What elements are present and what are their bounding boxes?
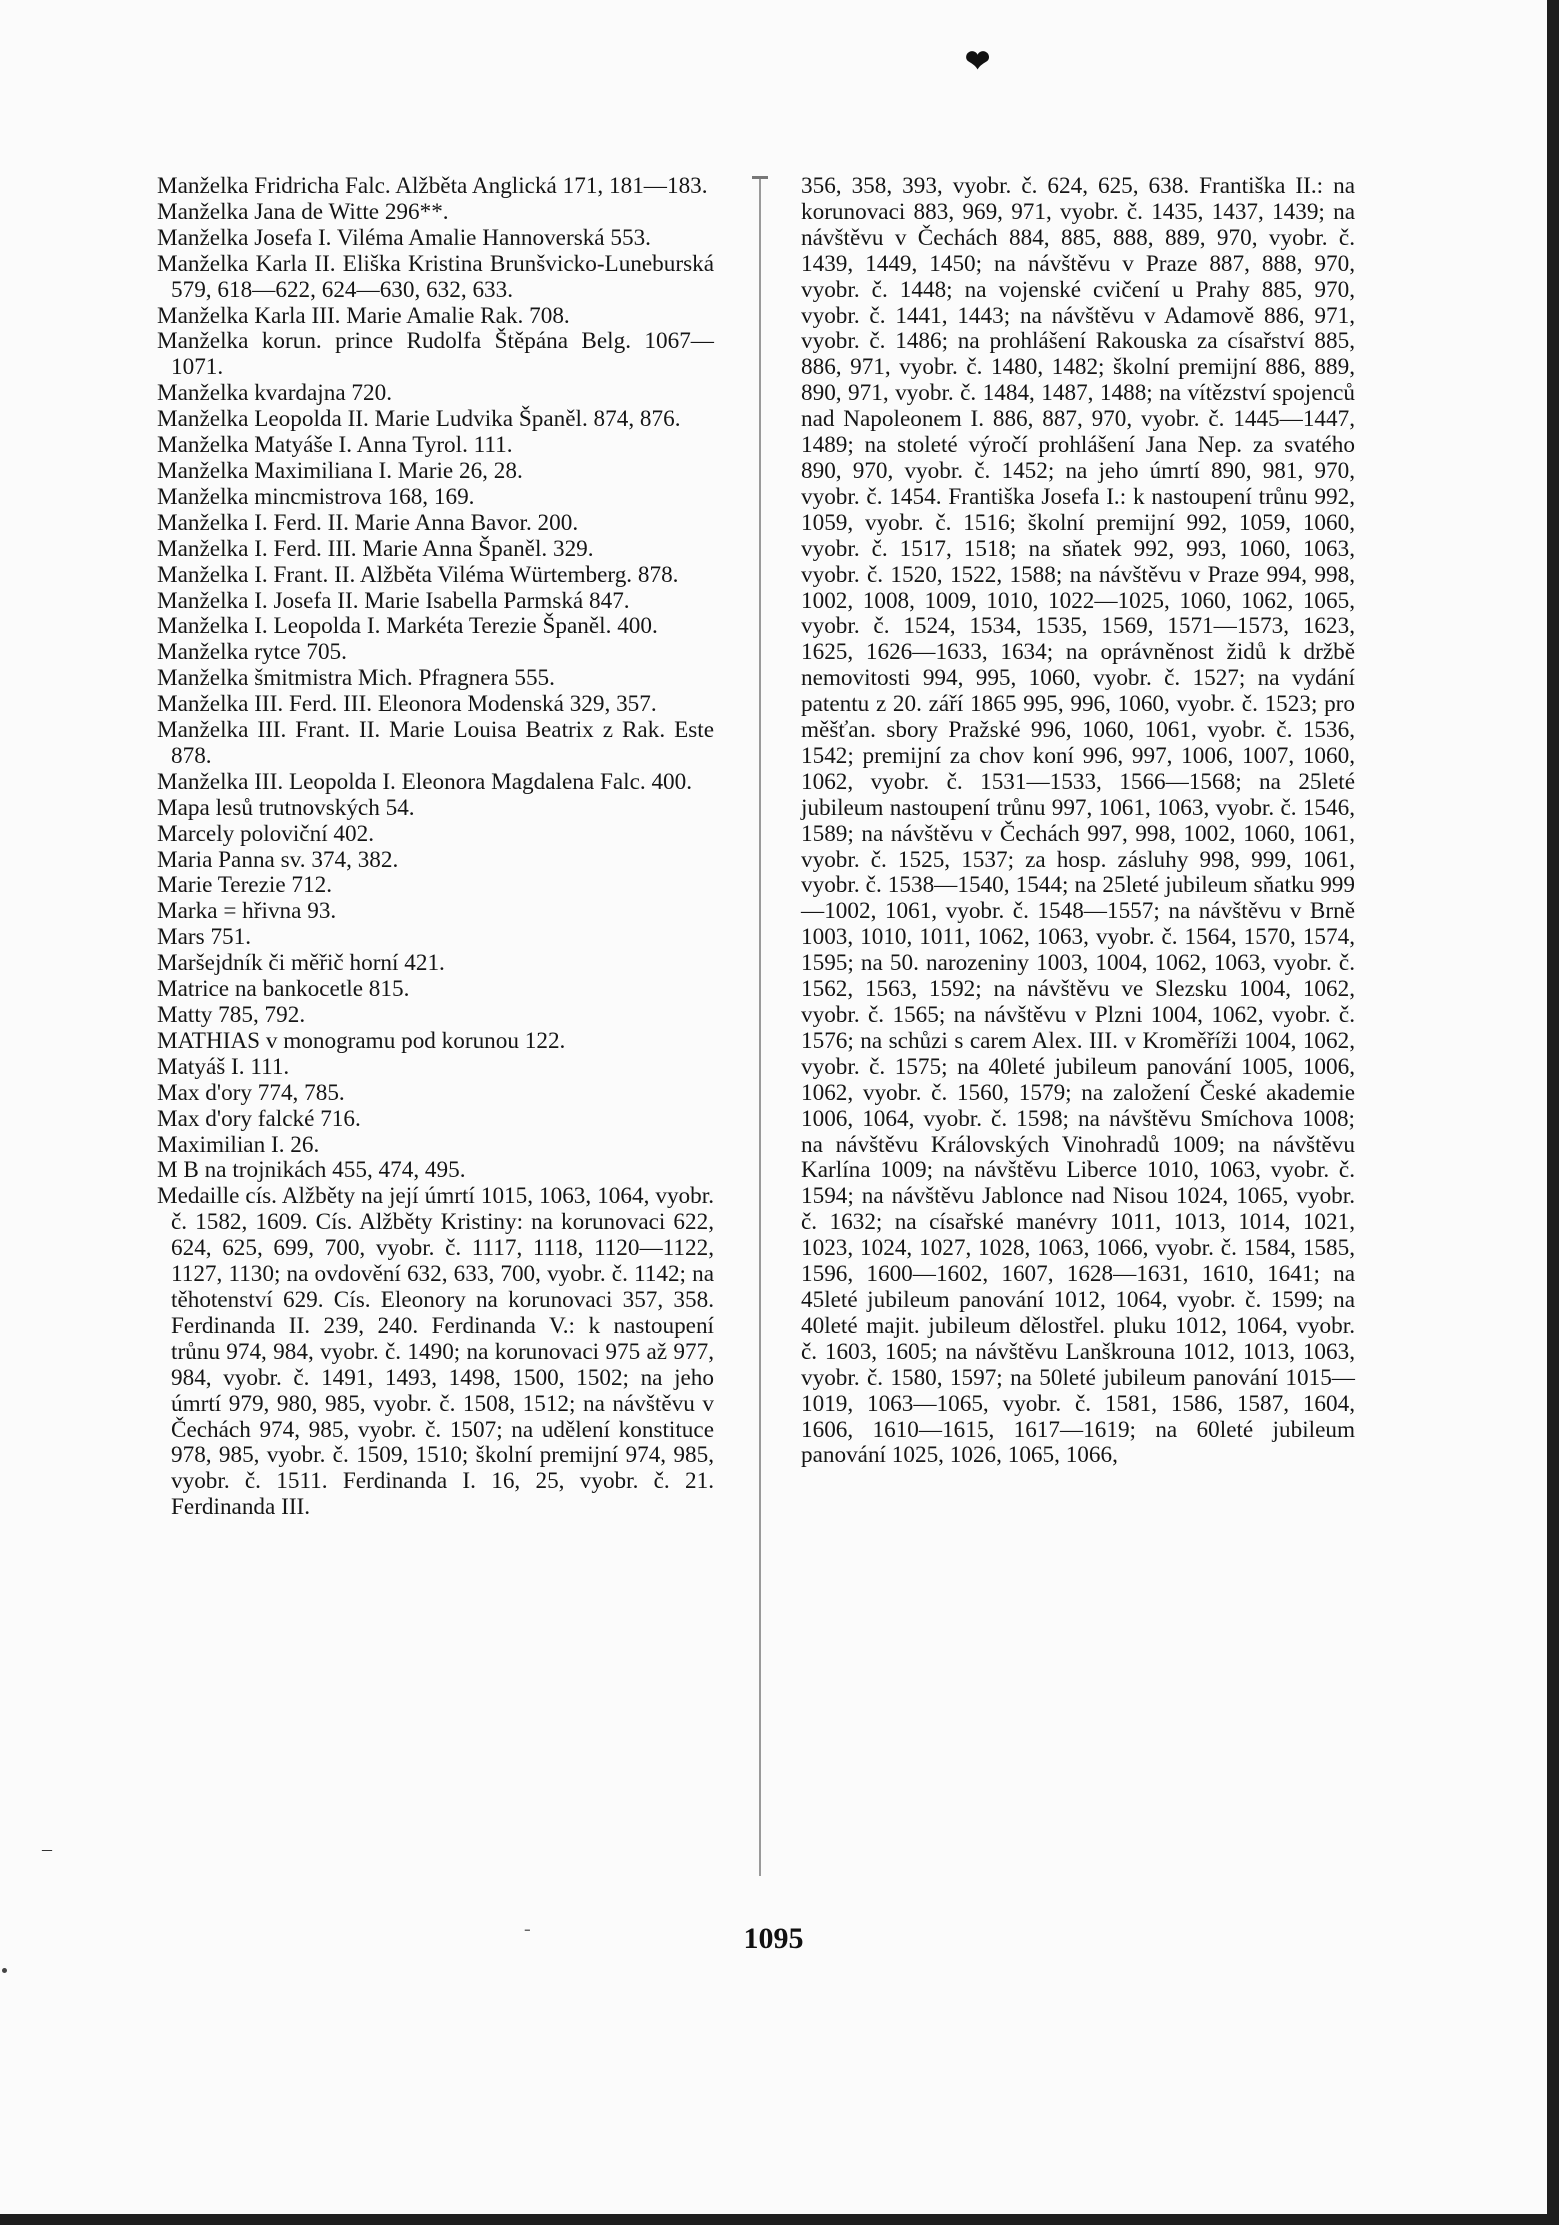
index-entry: Manželka III. Ferd. III. Eleonora Modenská 329, 357. bbox=[157, 691, 657, 718]
index-entry: MATHIAS v monogramu pod korunou 122. bbox=[157, 1027, 566, 1054]
index-entry: Marie Terezie 712. bbox=[157, 872, 332, 899]
index-entry: Matyáš I. 111. bbox=[157, 1053, 290, 1080]
index-entry: Mars 751. bbox=[157, 924, 252, 951]
index-entry: Manželka I. Leopolda I. Markéta Terezie Španěl. 400. bbox=[157, 613, 658, 640]
index-entry: Manželka Fridricha Falc. Alžběta Anglická 171, 181—183. bbox=[157, 173, 708, 199]
index-entry: Medaille cís. Alžběty na její úmrtí 1015, 1063, 1064, vyobr. č. 1582, 1609. Cís. Alžběty Kristiny: na korunovaci 622, 624, 625, 699, 700, vyobr. č. 1117, 1118, 1120—1122, 1127, 1130; na ovdovění 632, 633, 700, vyobr. č. 1142; na těhotenství 629. Cís. Eleonory na korunovaci 357, 358. Ferdinanda II. 239, 240. Ferdinanda V.: k nastoupení trůnu 974, 984, vyobr. č. 1490; na korunovaci 975 až 977, 984, vyobr. č. 1491, 1493, 1498, 1500, 1502; na jeho úmrtí 979, 980, 985, vyobr. č. 1508, 1512; na návštěvu v Čechách 974, 985, vyobr. č. 1507; na udělení konstituce 978, 985, vyobr. č. 1509, 1510; školní premijní 974, 985, vyobr. č. 1511. Ferdinanda I. 16, 25, vyobr. č. 21. Ferdinanda III. bbox=[157, 1183, 714, 1521]
index-entry: Manželka I. Ferd. III. Marie Anna Španěl. 329. bbox=[157, 535, 594, 562]
scan-dot bbox=[2, 1968, 7, 1973]
index-entry: Manželka Jana de Witte 296**. bbox=[157, 198, 449, 225]
index-entry-continuation: 356, 358, 393, vyobr. č. 624, 625, 638. Františka II.: na korunovaci 883, 969, 971, vyobr. č. 1435, 1437, 1439; na návštěvu v Čechách 884, 885, 888, 889, 970, vyobr. č. 1439, 1449, 1450; na návštěvu v Praze 887, 888, 970, vyobr. č. 1448; na vojenské cvičení u Prahy 885, 970, vyobr. č. 1441, 1443; na návštěvu v Adamově 886, 971, vyobr. č. 1486; na prohlášení Rakouska za císařství 885, 886, 971, vyobr. č. 1480, 1482; školní premijní 886, 889, 890, 971, vyobr. č. 1484, 1487, 1488; na vítězství spojenců nad Napoleonem I. 886, 887, 970, vyobr. č. 1445—1447, 1489; na stoleté výročí prohlášení Jana Nep. za svatého 890, 970, vyobr. č. 1452; na jeho úmrtí 890, 981, 970, vyobr. č. 1454. Františka Josefa I.: k nastoupení trůnu 992, 1059, vyobr. č. 1516; školní premijní 992, 1059, 1060, vyobr. č. 1517, 1518; na sňatek 992, 993, 1060, 1063, vyobr. č. 1520, 1522, 1588; na návštěvu v Praze 994, 998, 1002, 1008, 1009, 1010, 1022—1025, 1060, 1062, 1065, vyobr. č. 1524, 1534, 1535, 1569, 1571—1573, 1623, 1625, 1626—1633, 1634; na oprávněnost židů k držbě nemovitosti 994, 995, 1060, vyobr. č. 1527; na vydání patentu z 20. září 1865 995, 996, 1060, vyobr. č. 1523; pro měšťan. sbory Pražské 996, 1060, 1061, vyobr. č. 1536, 1542; premijní za chov koní 996, 997, 1006, 1007, 1060, 1062, vyobr. č. 1531—1533, 1566—1568; na 25leté jubileum nastoupení trůnu 997, 1061, 1063, vyobr. č. 1546, 1589; na návštěvu v Čechách 997, 998, 1002, 1060, 1061, vyobr. č. 1525, 1537; za hosp. zásluhy 998, 999, 1061, vyobr. č. 1538—1540, 1544; na 25leté jubileum sňatku 999—1002, 1061, vyobr. č. 1548—1557; na návštěvu v Brně 1003, 1010, 1011, 1062, 1063, vyobr. č. 1564, 1570, 1574, 1595; na 50. narozeniny 1003, 1004, 1062, 1063, vyobr. č. 1562, 1563, 1592; na návštěvu ve Slezsku 1004, 1062, vyobr. č. 1565; na návštěvu v Plzni 1004, 1062, vyobr. č. 1576; na schůzi s carem Alex. III. v Kroměříži 1004, 1062, vyobr. č. 1575; na 40leté jubileum panování 1005, 1006, 1062, vyobr. č. 1560, 1579; na založení České akademie 1006, 1064, vyobr. č. 1598; na návštěvu Smíchova 1008; na návštěvu Královských Vinohradů 1009; na návštěvu Karlína 1009; na návštěvu Liberce 1010, 1063, vyobr. č. 1594; na návštěvu Jablonce nad Nisou 1024, 1065, vyobr. č. 1632; na císařské manévry 1011, 1013, 1014, 1021, 1023, 1024, 1027, 1028, 1063, 1066, vyobr. č. 1584, 1585, 1596, 1600—1602, 1607, 1628—1631, 1610, 1641; na 45leté jubileum panování 1012, 1064, vyobr. č. 1599; na 40leté majit. jubileum dělostřel. pluku 1012, 1064, vyobr. č. 1603, 1605; na návštěvu Lanškrouna 1012, 1013, 1063, vyobr. č. 1580, 1597; na 50leté jubileum panování 1015—1019, 1063—1065, vyobr. č. 1581, 1586, 1587, 1604, 1606, 1610—1615, 1617—1619; na 60leté jubileum panování 1025, 1026, 1065, 1066, bbox=[801, 173, 1355, 1469]
footer-dash: - bbox=[524, 1918, 531, 1940]
index-entry: Manželka kvardajna 720. bbox=[157, 380, 392, 407]
index-entry: Maria Panna sv. 374, 382. bbox=[157, 846, 399, 873]
index-entry: Marka = hřivna 93. bbox=[157, 898, 337, 925]
index-entry: Manželka Maximiliana I. Marie 26, 28. bbox=[157, 457, 523, 484]
scan-edge-bottom bbox=[0, 2214, 1559, 2225]
column-divider bbox=[759, 176, 761, 1876]
index-entry: Manželka Matyáše I. Anna Tyrol. 111. bbox=[157, 432, 513, 459]
column-divider-cap bbox=[752, 176, 768, 179]
index-entry: Manželka mincmistrova 168, 169. bbox=[157, 483, 475, 510]
index-entry: Manželka III. Leopolda I. Eleonora Magdalena Falc. 400. bbox=[157, 768, 693, 795]
scan-edge-right bbox=[1547, 0, 1559, 2225]
margin-dash: – bbox=[42, 1838, 52, 1860]
index-entry: Max d'ory 774, 785. bbox=[157, 1079, 345, 1106]
right-column bbox=[801, 174, 1355, 1469]
index-entry: Manželka rytce 705. bbox=[157, 639, 347, 666]
index-entry: Matrice na bankocetle 815. bbox=[157, 976, 410, 1003]
index-entry: Manželka I. Josefa II. Marie Isabella Parmská 847. bbox=[157, 587, 630, 614]
index-entry: Mapa lesů trutnovských 54. bbox=[157, 794, 415, 821]
index-entry: Manželka Josefa I. Viléma Amalie Hannoverská 553. bbox=[157, 224, 651, 251]
index-entry: Max d'ory falcké 716. bbox=[157, 1105, 361, 1132]
index-entry: Matty 785, 792. bbox=[157, 1002, 306, 1028]
index-entry: Maximilian I. 26. bbox=[157, 1131, 320, 1158]
top-mark: ❤ bbox=[965, 45, 991, 78]
index-entry: Manželka I. Frant. II. Alžběta Viléma Würtemberg. 878. bbox=[157, 561, 679, 588]
page-number: 1095 bbox=[743, 1922, 804, 1955]
index-entry: Manželka Karla III. Marie Amalie Rak. 708. bbox=[157, 302, 570, 329]
left-column bbox=[157, 174, 714, 1521]
index-entry: Marcely poloviční 402. bbox=[157, 820, 375, 847]
index-entry: Manželka Leopolda II. Marie Ludvika Španěl. 874, 876. bbox=[157, 406, 681, 433]
index-entry: Manželka Karla II. Eliška Kristina Brunšvicko-Luneburská 579, 618—622, 624—630, 632, 633. bbox=[157, 250, 714, 303]
index-entry: Manželka I. Ferd. II. Marie Anna Bavor. 200. bbox=[157, 509, 579, 536]
index-entry: M B na trojnikách 455, 474, 495. bbox=[157, 1157, 466, 1184]
index-entry: Manželka korun. prince Rudolfa Štěpána Belg. 1067—1071. bbox=[157, 328, 714, 381]
index-entry: Manželka III. Frant. II. Marie Louisa Beatrix z Rak. Este 878. bbox=[157, 717, 714, 769]
index-entry: Manželka šmitmistra Mich. Pfragnera 555. bbox=[157, 665, 555, 692]
index-entry: Maršejdník či měřič horní 421. bbox=[157, 950, 445, 977]
